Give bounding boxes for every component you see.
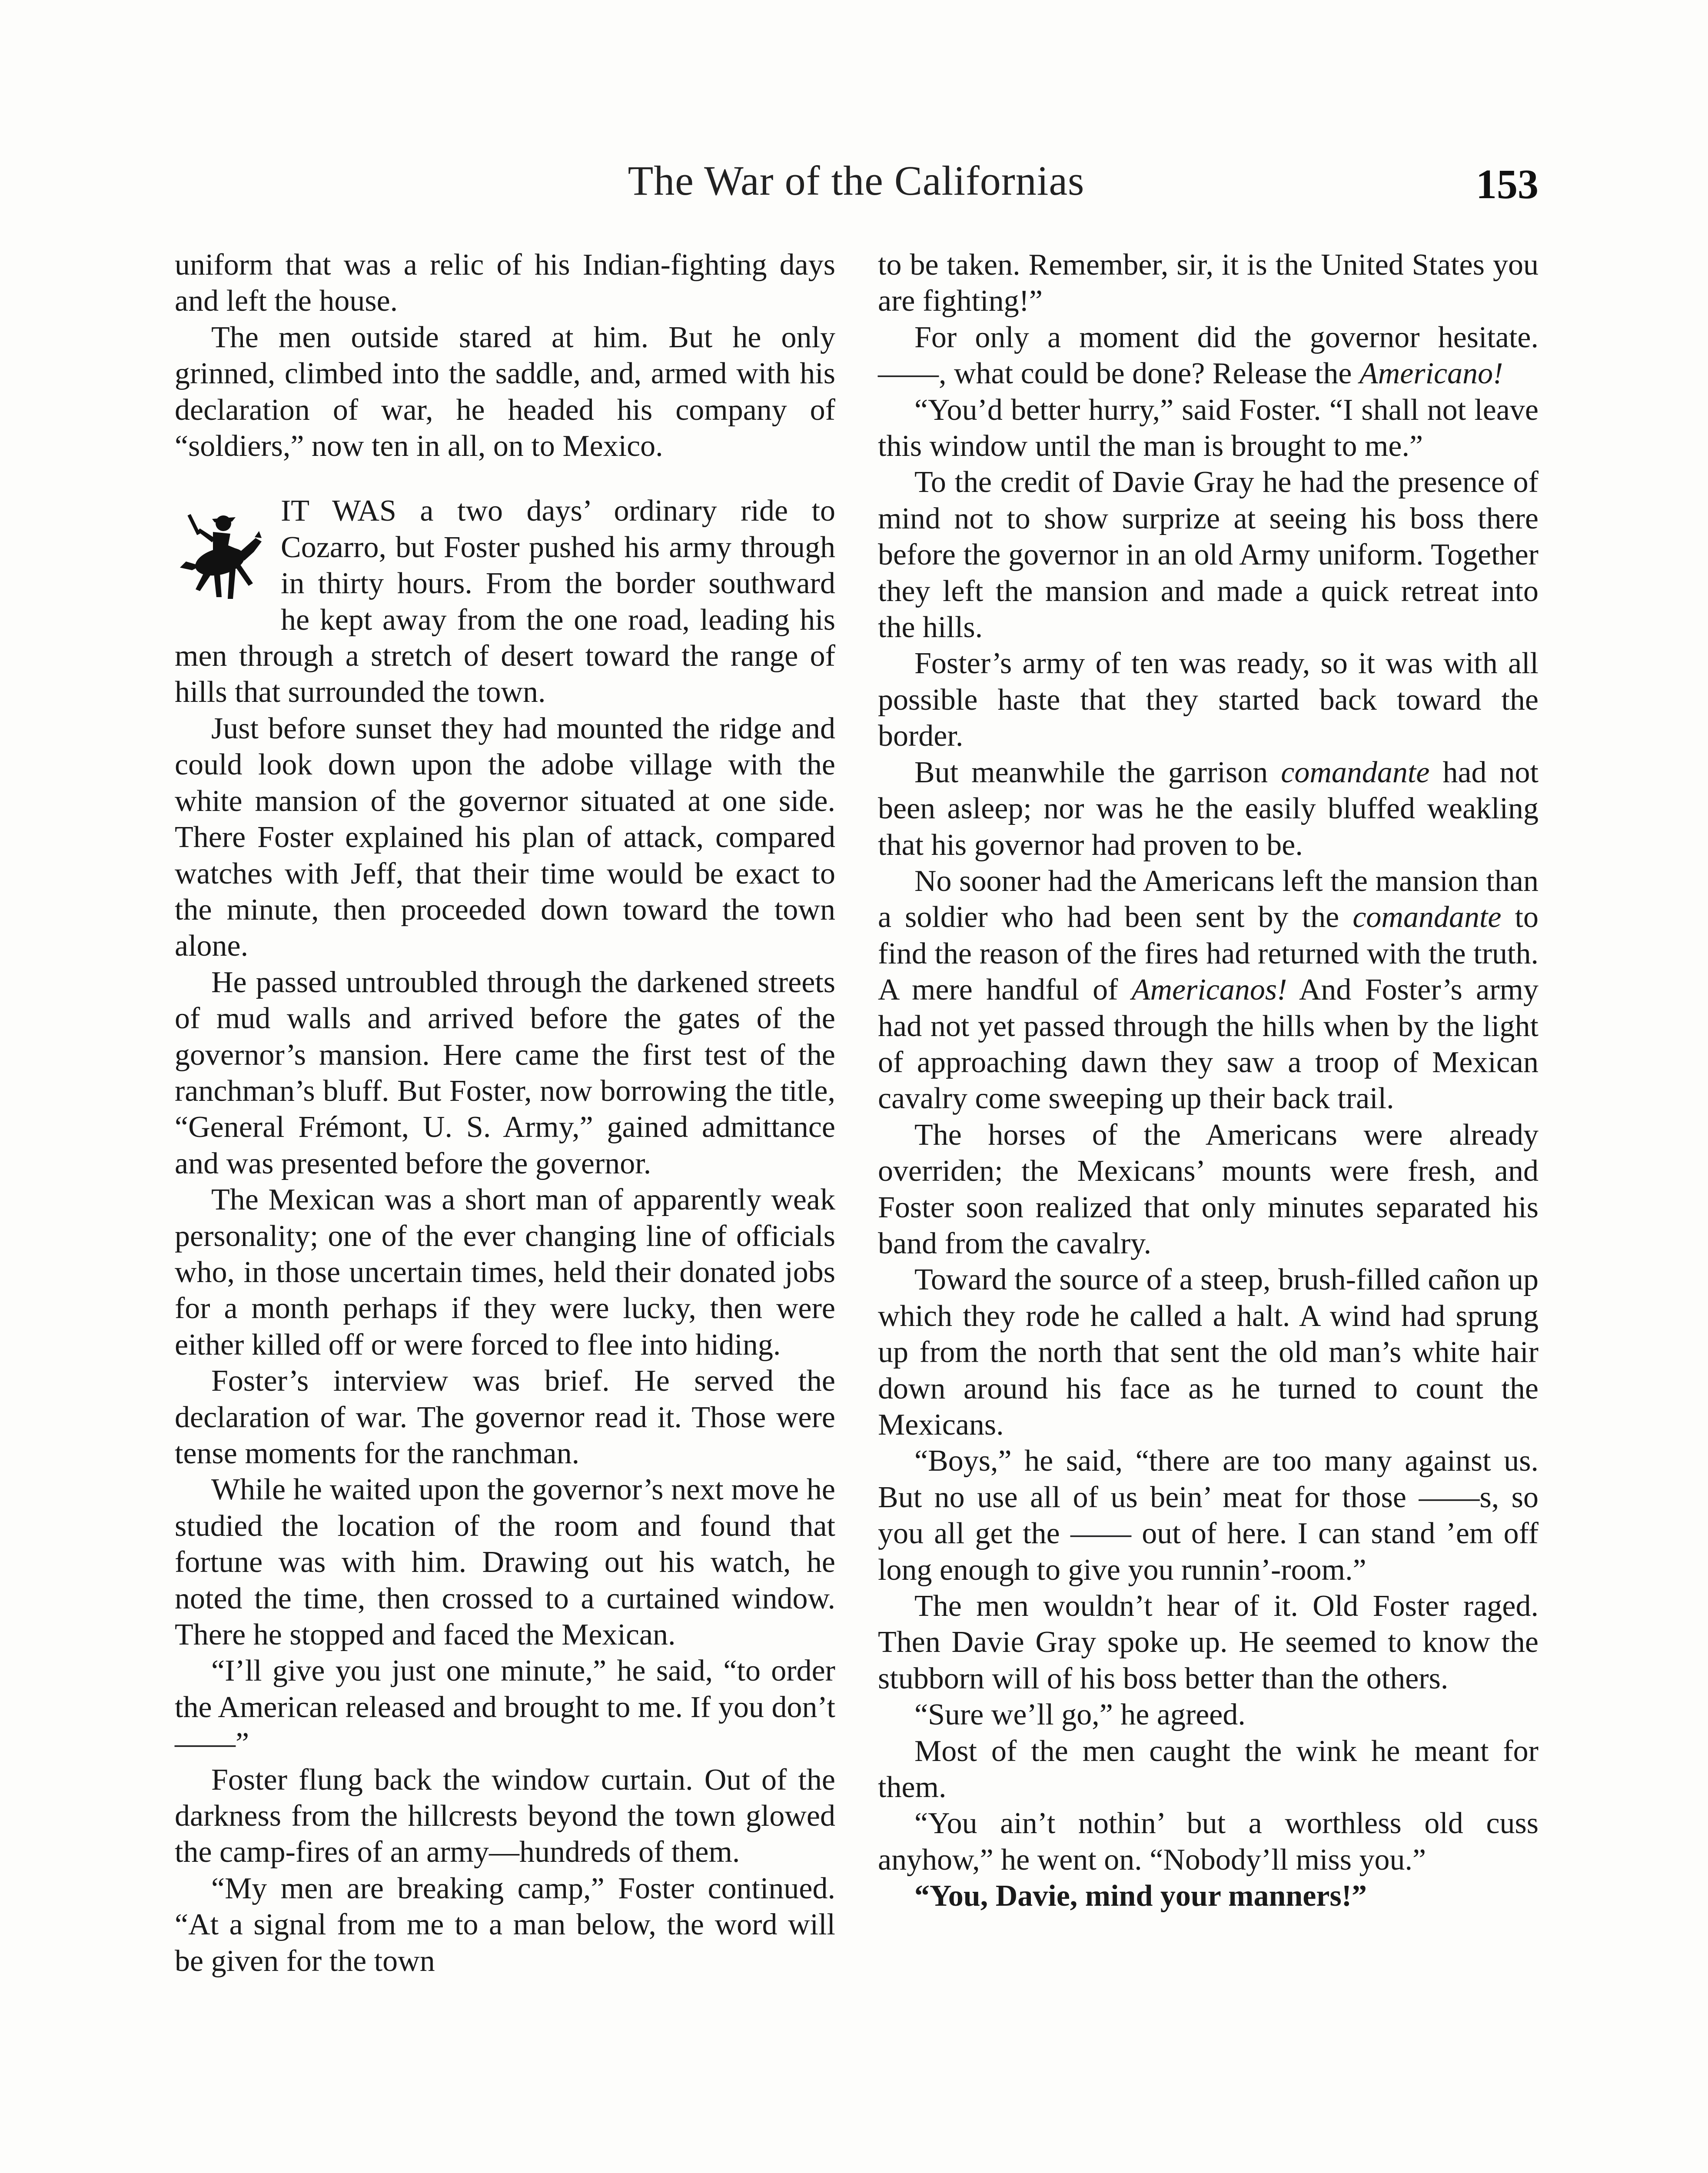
paragraph: “You ain’t nothin’ but a worthless old cuss anyhow,” he went on. “Nobody’ll miss you.”	[878, 1807, 1539, 1877]
paragraph: Toward the source of a steep, brush-filled cañon up which they rode he called a halt. A wind had sprung up from the north that sent the old man’s white hair down around his face as he turned to count the Mexicans.	[878, 1263, 1539, 1442]
paragraph: to be taken. Remember, sir, it is the United States you are fighting!”	[878, 248, 1539, 318]
paragraph-text: And Foster’s army had not yet passed through the hills when by the light of approaching dawn they saw a troop of Mexican cavalry come sweeping up their back trail.	[878, 973, 1539, 1116]
paragraph: The horses of the Americans were already overriden; the Mexicans’ mounts were fresh, and Foster soon realized that only minutes separated his band from the cavalry.	[878, 1118, 1539, 1260]
paragraph: “You, Davie, mind your manners!”	[914, 1879, 1367, 1913]
italic-word: Americano!	[1359, 357, 1503, 391]
page-header	[174, 156, 1539, 213]
running-title: The War of the Californias	[628, 157, 1085, 204]
paragraph: The Mexican was a short man of apparently weak personality; one of the ever changing line of officials who, in those uncertain times, held their donated jobs for a month perhaps if they were lucky, then were either killed off or were forced to flee into hiding.	[175, 1183, 835, 1362]
paragraph: Just before sunset they had mounted the ridge and could look down upon the adobe village with the white mansion of the governor situated at one side. There Foster explained his plan of attack, compared watches with Jeff, that their time would be exact to the minute, then proceeded down toward the town alone.	[175, 711, 835, 963]
italic-word: comandante	[1281, 755, 1430, 789]
paragraph: Foster’s interview was brief. He served the declaration of war. The governor read it. Those were tense moments for the ranchman.	[175, 1364, 835, 1470]
paragraph: While he waited upon the governor’s next move he studied the location of the room and found that fortune was with him. Drawing out his watch, he noted the time, then crossed to a curtained window. There he stopped and faced the Mexican.	[175, 1473, 835, 1652]
paragraph	[878, 863, 1539, 1117]
paragraph	[878, 319, 1539, 392]
paragraph-text: to find the reason of the fires had returned with the truth. A mere handful of	[878, 900, 1539, 1007]
right-column	[878, 247, 1539, 1914]
paragraph	[878, 754, 1539, 863]
page-number: 153	[1476, 161, 1539, 207]
paragraph: “My men are breaking camp,” Foster continued. “At a signal from me to a man below, the word will be given for the town	[175, 1871, 835, 1978]
paragraph: “You’d better hurry,” said Foster. “I shall not leave this window until the man is brought to me.”	[878, 393, 1539, 463]
italic-word: comandante	[1352, 900, 1502, 934]
paragraph: Most of the men caught the wink he meant for them.	[878, 1734, 1539, 1804]
paragraph-text: IT WAS a two days’ ordinary ride to Cozarro, but Foster pushed his army through in thirty hours. From the border southward he kept away from the one road, leading his men through a stretch of desert toward the range of hills that surrounded the town.	[175, 494, 835, 709]
section-gap	[175, 464, 835, 493]
paragraph: He passed untroubled through the darkened streets of mud walls and arrived before the gates of the governor’s mansion. Here came the first test of the ranchman’s bluff. But Foster, now borrowing the title, “General Frémont, U. S. Army,” gained admittance and was presented before the governor.	[175, 965, 835, 1180]
section-opening-paragraph	[175, 493, 835, 710]
paragraph: The men wouldn’t hear of it. Old Foster raged. Then Davie Gray spoke up. He seemed to know the stubborn will of his boss better than the others.	[878, 1589, 1539, 1695]
paragraph-text: had not been asleep; nor was he the easily bluffed weakling that his governor had proven to be.	[878, 755, 1539, 862]
paragraph: uniform that was a relic of his Indian-fighting days and left the house.	[175, 248, 835, 318]
paragraph: “Boys,” he said, “there are too many against us. But no use all of us bein’ meat for those ——s, so you all get the —— out of here. I can stand ’em off long enough to give you runnin’-room.”	[878, 1444, 1539, 1587]
paragraph-text: But meanwhile the garrison	[914, 755, 1281, 789]
paragraph: “Sure we’ll go,” he agreed.	[914, 1698, 1246, 1732]
italic-word: Americanos!	[1131, 973, 1287, 1007]
paragraph: The men outside stared at him. But he only grinned, climbed into the saddle, and, armed with his declaration of war, he headed his company of “soldiers,” now ten in all, on to Mexico.	[175, 320, 835, 463]
paragraph: Foster flung back the window curtain. Out of the darkness from the hillcrests beyond the town glowed the camp-fires of an army—hundreds of them.	[175, 1763, 835, 1869]
paragraph-text: No sooner had the Americans left the mansion than a soldier who had been sent by the	[878, 864, 1539, 934]
paragraph: Foster’s army of ten was ready, so it was with all possible haste that they started back toward the border.	[878, 647, 1539, 753]
paragraph: To the credit of Davie Gray he had the presence of mind not to show surprize at seeing his boss there before the governor in an old Army uniform. Together they left the mansion and made a quick retreat into the hills.	[878, 465, 1539, 645]
left-column	[175, 247, 835, 1979]
paragraph-text: For only a moment did the governor hesitate. ——, what could be done? Release the	[878, 320, 1539, 391]
horse-rider-illustration	[175, 496, 270, 605]
paragraph: “I’ll give you just one minute,” he said, “to order the American released and brought to me. If you don’t——”	[175, 1654, 835, 1761]
